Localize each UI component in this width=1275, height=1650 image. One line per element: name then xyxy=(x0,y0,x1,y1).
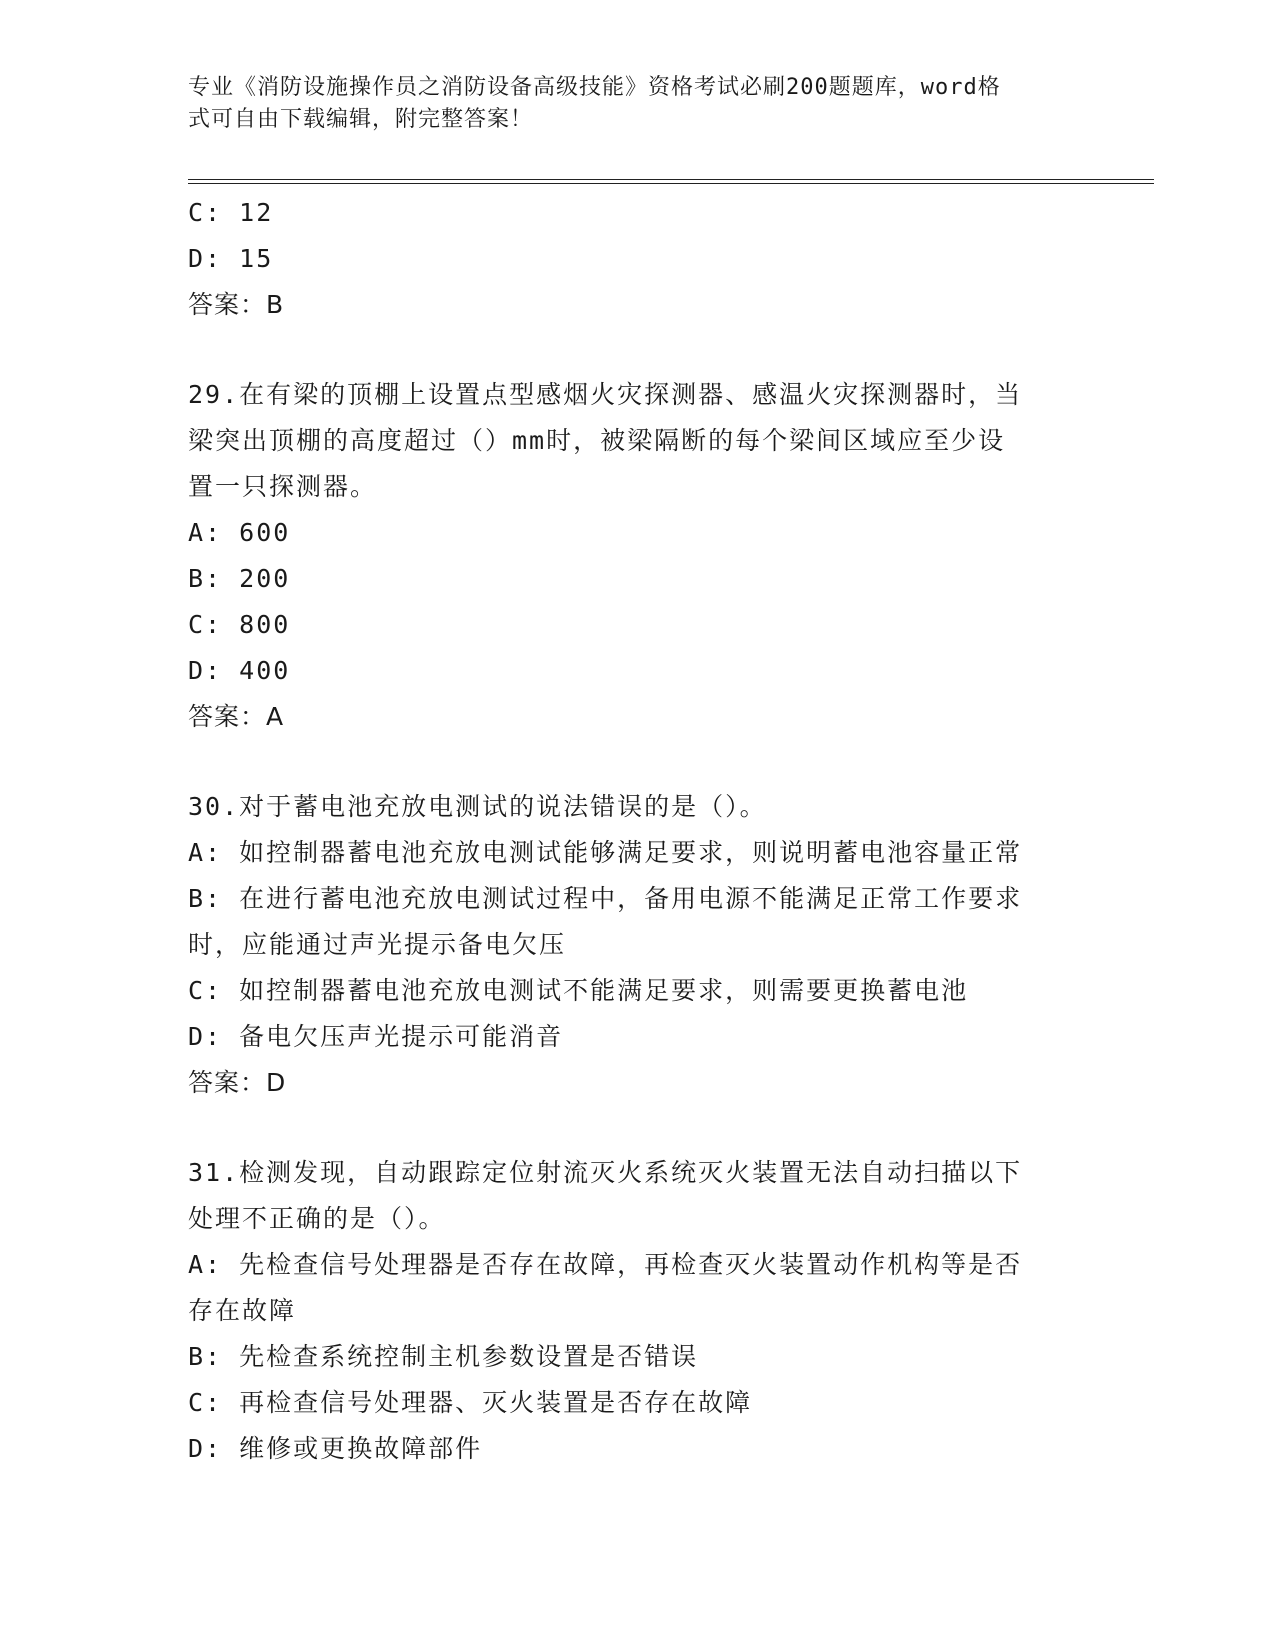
question-stem-line-1: 29.在有梁的顶棚上设置点型感烟火灾探测器、感温火灾探测器时，当 xyxy=(188,380,1023,409)
option-c: C: 再检查信号处理器、灭火装置是否存在故障 xyxy=(188,1388,753,1417)
question-stem-line-1: 31.检测发现，自动跟踪定位射流灭火系统灭火装置无法自动扫描以下 xyxy=(188,1158,1023,1187)
question-31 xyxy=(188,1150,1088,1472)
option-b-line-2: 时，应能通过声光提示备电欠压 xyxy=(188,930,567,959)
option-b: B: 先检查系统控制主机参数设置是否错误 xyxy=(188,1342,699,1371)
header-title-line-2: 式可自由下载编辑，附完整答案！ xyxy=(188,107,534,132)
spacer xyxy=(188,328,1088,372)
option-b: B: 200 xyxy=(188,564,291,593)
option-a-line-1: A: 先检查信号处理器是否存在故障，再检查灭火装置动作机构等是否 xyxy=(188,1250,1023,1279)
option-d: D: 400 xyxy=(188,656,291,685)
spacer xyxy=(188,1106,1088,1150)
question-stem-line-3: 置一只探测器。 xyxy=(188,472,378,501)
question-29 xyxy=(188,372,1088,740)
answer: 答案：A xyxy=(188,702,285,731)
header-divider-top xyxy=(188,179,1154,180)
spacer xyxy=(188,740,1088,784)
option-a: A: 如控制器蓄电池充放电测试能够满足要求，则说明蓄电池容量正常 xyxy=(188,838,1023,867)
option-d: D: 备电欠压声光提示可能消音 xyxy=(188,1022,564,1051)
question-stem-line-2: 梁突出顶棚的高度超过（）mm时，被梁隔断的每个梁间区域应至少设 xyxy=(188,426,1006,455)
option-a-line-2: 存在故障 xyxy=(188,1296,297,1325)
option-d: D: 15 xyxy=(188,244,274,273)
option-c: C: 800 xyxy=(188,610,291,639)
answer: 答案：B xyxy=(188,290,285,319)
option-c: C: 如控制器蓄电池充放电测试不能满足要求，则需要更换蓄电池 xyxy=(188,976,969,1005)
document-header xyxy=(188,72,1068,136)
option-c: C: 12 xyxy=(188,198,274,227)
option-b-line-1: B: 在进行蓄电池充放电测试过程中，备用电源不能满足正常工作要求 xyxy=(188,884,1023,913)
option-d: D: 维修或更换故障部件 xyxy=(188,1434,483,1463)
question-30 xyxy=(188,784,1088,1106)
question-28-tail xyxy=(188,190,1088,328)
answer: 答案：D xyxy=(188,1068,287,1097)
question-list xyxy=(188,190,1088,1472)
question-stem: 30.对于蓄电池充放电测试的说法错误的是（）。 xyxy=(188,792,767,821)
header-divider-bottom xyxy=(188,183,1154,184)
header-title-line-1: 专业《消防设施操作员之消防设备高级技能》资格考试必刷200题题库，word格 xyxy=(188,75,1001,100)
option-a: A: 600 xyxy=(188,518,291,547)
question-stem-line-2: 处理不正确的是（）。 xyxy=(188,1204,446,1233)
